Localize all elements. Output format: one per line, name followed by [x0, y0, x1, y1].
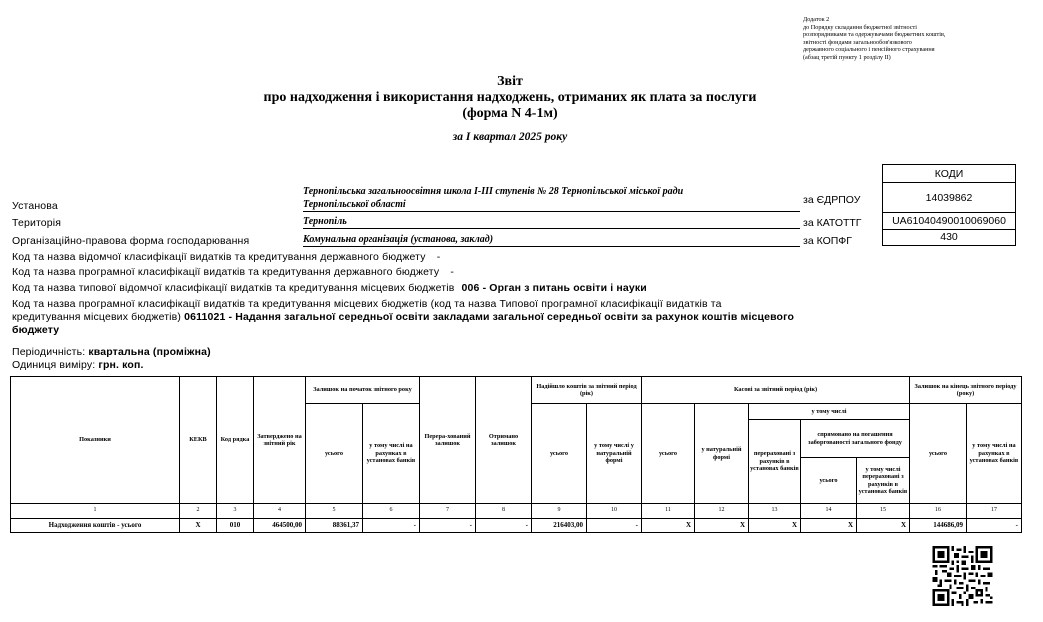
annex-line: звітності фондами загальнообов'язкового — [803, 38, 912, 46]
dept-state-label — [12, 251, 440, 264]
table-row — [11, 519, 1022, 533]
h-balance-start: Залишок на початок звітного року — [306, 377, 420, 404]
cell-debt-banks: X — [857, 519, 910, 533]
cell-kekv: X — [180, 519, 217, 533]
col-num: 8 — [476, 504, 532, 519]
cell-end-banks: - — [967, 519, 1022, 533]
unit-label: Одиниця виміру: — [12, 359, 96, 371]
katottg-code: UA61040490010069060 — [883, 213, 1016, 230]
org-form-value: Комунальна організація (установа, заклад) — [303, 234, 800, 247]
prog-local-value-2: бюджету — [12, 324, 60, 336]
h-cash-natural: у натуральній формі — [695, 404, 749, 504]
typical-local-value: 006 - Орган з питань освіти і науки — [461, 282, 647, 294]
cell-approved: 464500,00 — [254, 519, 306, 533]
h-incl: у тому числі — [749, 404, 910, 420]
h-code: Код рядка — [217, 377, 254, 504]
cell-start-total: 88361,37 — [306, 519, 363, 533]
kopfg-label: за КОПФГ — [803, 235, 852, 247]
h-debt-group — [801, 420, 910, 504]
cell-cash-banks: X — [749, 519, 801, 533]
col-num: 5 — [306, 504, 363, 519]
katottg-label: за КАТОТТГ — [803, 217, 862, 229]
annex-line: розпорядниками та одержувачами бюджетних коштів, — [803, 31, 946, 38]
col-num: 10 — [587, 504, 642, 519]
col-num: 2 — [180, 504, 217, 519]
prog-local-text-1: Код та назва програмної класифікації видатків та кредитування місцевих бюджетів (код та назва Типової програмної класифікації видатків та — [12, 298, 722, 310]
h-cash-total: усього — [642, 404, 695, 504]
prog-local-text-2: кредитування місцевих бюджетів) — [12, 311, 182, 323]
col-num: 15 — [857, 504, 910, 519]
h-received: Отримано залишок — [476, 377, 532, 504]
main-table — [10, 376, 1022, 533]
title-line: (форма N 4-1м) — [462, 106, 558, 121]
title-line: про надходження і використання надходжень, отриманих як плата за послуги — [263, 90, 757, 105]
cell-cash-total: X — [642, 519, 695, 533]
prog-local-label — [12, 298, 802, 337]
edrpou-label: за ЄДРПОУ — [803, 194, 861, 206]
prog-state-value: - — [450, 266, 454, 278]
col-num: 9 — [532, 504, 587, 519]
cell-code: 010 — [217, 519, 254, 533]
h-income-natural: у тому числі у натуральній формі — [587, 404, 642, 504]
h-end-banks: у тому числі на рахунках в установах банків — [967, 404, 1022, 504]
periodicity-value: квартальна (проміжна) — [88, 346, 211, 358]
cell-cash-natural: X — [695, 519, 749, 533]
h-start-banks: у тому числі на рахунках в установах банків — [363, 404, 420, 504]
h-income-total: усього — [532, 404, 587, 504]
dept-state-value: - — [436, 251, 441, 263]
h-indicators: Показники — [11, 377, 180, 504]
h-kekv: КЕКВ — [180, 377, 217, 504]
cell-income-natural: - — [587, 519, 642, 533]
col-num: 14 — [801, 504, 857, 519]
org-form-label: Організаційно-правова форма господарювання — [12, 235, 250, 247]
h-end-total: усього — [910, 404, 967, 504]
institution-value-2: Тернопільської області — [303, 199, 800, 212]
col-num: 1 — [11, 504, 180, 519]
cell-debt-total: X — [801, 519, 857, 533]
cell-name: Надходження коштів - усього — [11, 519, 180, 533]
h-debt-banks: у тому числі перераховані з рахунків в установах банків — [858, 465, 908, 495]
col-num: 3 — [217, 504, 254, 519]
col-num: 12 — [695, 504, 749, 519]
cell-income-total: 216403,00 — [532, 519, 587, 533]
col-num: 11 — [642, 504, 695, 519]
h-debt-total: усього — [801, 458, 857, 503]
cell-transferred: - — [420, 519, 476, 533]
periodicity — [12, 346, 211, 359]
prog-state-label — [12, 266, 454, 279]
report-period: за І квартал 2025 року — [452, 131, 568, 143]
annex-line: до Порядку складання бюджетної звітності — [803, 23, 917, 31]
h-cash: Касові за звітний період (рік) — [642, 377, 910, 404]
report-title — [0, 73, 1020, 122]
unit-value: грн. коп. — [98, 359, 144, 371]
dept-state-text: Код та назва відомчої класифікації видатків та кредитування державного бюджету — [12, 251, 426, 263]
cell-end-total: 144686,09 — [910, 519, 967, 533]
codes-table — [882, 164, 1016, 246]
col-num: 6 — [363, 504, 420, 519]
territory-label: Територія — [12, 217, 62, 229]
kopfg-code: 430 — [883, 229, 1016, 246]
col-num: 7 — [420, 504, 476, 519]
col-num: 17 — [967, 504, 1022, 519]
h-balance-end: Залишок на кінець звітного періоду (року) — [910, 377, 1022, 404]
col-num: 16 — [910, 504, 967, 519]
codes-header: КОДИ — [883, 165, 1016, 183]
institution-value-1: Тернопільська загальноосвітня школа І-ІІІ ступенів № 28 Тернопільської міської ради — [303, 186, 684, 197]
h-income: Надійшло коштів за звітний період (рік) — [532, 377, 642, 404]
edrpou-code: 14039862 — [883, 183, 1016, 213]
cell-received: - — [476, 519, 532, 533]
cell-start-banks: - — [363, 519, 420, 533]
annex-line: (абзац третій пункту 1 розділу II) — [803, 53, 891, 61]
typical-local-text: Код та назва типової відомчої класифікації видатків та кредитування місцевих бюджетів — [12, 282, 455, 294]
qr-code-icon — [932, 546, 993, 606]
prog-state-text: Код та назва програмної класифікації видатків та кредитування державного бюджету — [12, 266, 440, 278]
unit — [12, 359, 144, 372]
title-line: Звіт — [497, 74, 523, 89]
annex-line: державного соціального і пенсійного страхування — [803, 46, 935, 53]
territory-value: Тернопіль — [303, 216, 800, 229]
institution-label: Установа — [12, 200, 58, 212]
prog-local-value-1: 0611021 - Надання загальної середньої освіти закладами загальної середньої освіти за рахунок коштів місцевого — [184, 311, 795, 323]
h-transferred: Перера-хований залишок — [420, 377, 476, 504]
typical-local-label — [12, 282, 647, 295]
h-debt: спрямовано на погашення заборгованості загального фонду — [801, 420, 909, 458]
annex-line: Додаток 2 — [803, 16, 830, 23]
h-approved: Затверджено на звітний рік — [254, 377, 306, 504]
h-transferred-banks: перераховані з рахунків в установах банків — [749, 420, 801, 504]
col-num: 4 — [254, 504, 306, 519]
h-start-total: усього — [306, 404, 363, 504]
periodicity-label: Періодичність: — [12, 346, 86, 358]
col-num: 13 — [749, 504, 801, 519]
annex-note — [803, 16, 1003, 61]
